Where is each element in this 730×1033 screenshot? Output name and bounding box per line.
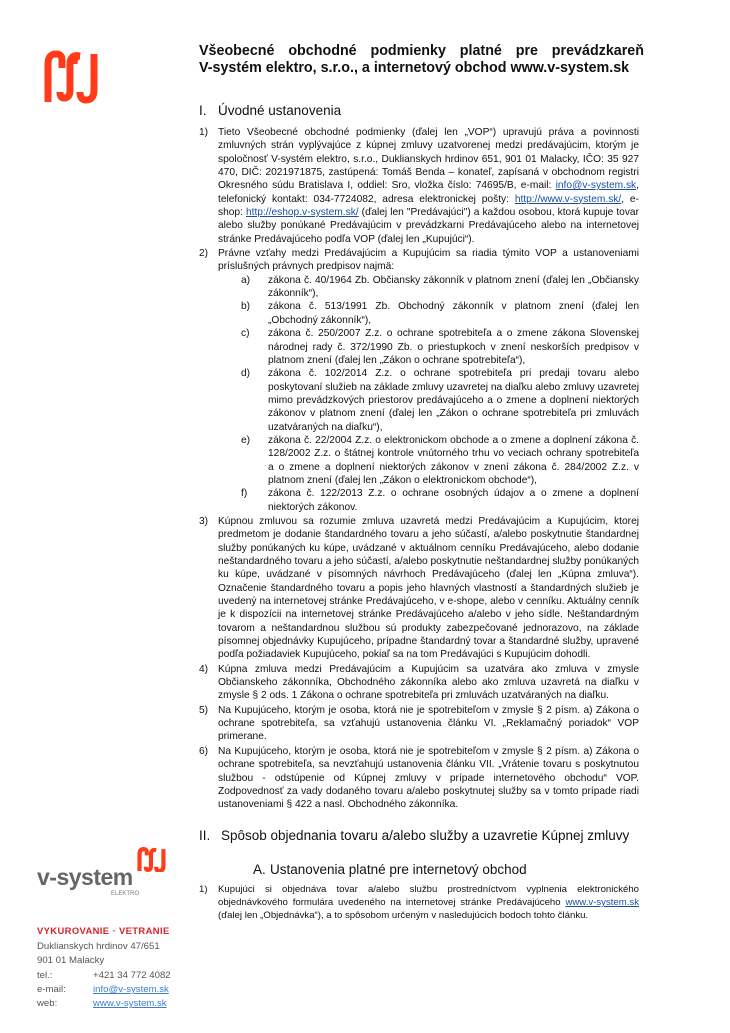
- item-number: 5): [199, 704, 209, 716]
- rsj-logo-icon: [136, 846, 168, 872]
- footer-contact: [37, 940, 171, 1011]
- section-1-heading: [199, 103, 341, 118]
- sub-item-letter: c): [241, 328, 250, 340]
- footer-address-line-2: 901 01 Malacky: [37, 955, 105, 967]
- sub-list-item: [199, 367, 639, 434]
- list-item: [199, 515, 639, 662]
- list-item: [199, 126, 639, 246]
- list-item: [199, 884, 639, 923]
- item-text: Kúpnou zmluvou sa rozumie zmluva uzavretá medzi Predávajúcim a Kupujúcim, ktorej predmetom je dodanie štandardného tovaru a jeho súčastí, a/alebo poskytnutie štandardnej služby ponúkaných ku kúpe, uvádzané v aktuálnom cenníku Predávajúceho, alebo dodanie neštandardného tovaru a jeho súčastí, a/alebo poskytnutie neštandardnej služby ponúkaných ku kúpe, uvádzané v písomných návrhoch Predávajúceho (ďalej len „Kúpna zmluva“). Označenie štandardného tovaru a popis jeho hlavných vlastností a štandardných služieb je uvedený na internetovej stránke Predávajúceho, v e-shope, alebo v cenníku. Aktuálny cenník je k dispozícii na internetovej stránke Predávajúceho a/alebo v jeho sídle. Neštandardným tovarom a neštandardnou službou sú produkty zabezpečované jednorazovo, na základe písomnej objednávky Kupujúceho, prípadne štandardný tovar a štandardné služby, upravené podľa požiadaviek Kupujúceho, pokiaľ sa na tom Predávajúci s Kupujúcim dohodli.: [218, 515, 639, 661]
- item-text: Kúpna zmluva medzi Predávajúcim a Kupujúcim sa uzatvára ako zmluva v zmysle Občianskeho zákonníka, Obchodného zákonníka alebo ako zmluva uzavretá na diaľku v zmysle § 2 ods. 1 Zákona o ochrane spotrebiteľa pri zmluvách uzatváraných na diaľku.: [218, 663, 639, 702]
- eshop-link[interactable]: http://eshop.v-system.sk/: [245, 207, 359, 219]
- item-number: 6): [199, 745, 209, 757]
- item-text: Na Kupujúceho, ktorým je osoba, ktorá nie je spotrebiteľom v zmysle § 2 písm. a) Zákona o ochrane spotrebiteľa, sa nevzťahujú ustanovenia článku VII. „Vrátenie tovaru s poskytnutou službou - odstúpenie od Kúpnej zmluvy v prípade internetového obchodu“ VOP. Zodpovednosť za vady dodaného tovaru a/alebo poskytnutej služby sa v tomto prípade riadi ustanoveniami § 422 a nasl. Obchodného zákonníka.: [218, 745, 639, 811]
- sub-item-text: zákona č. 102/2014 Z.z. o ochrane spotrebiteľa pri predaji tovaru alebo poskytovaní služieb na základe zmluvy uzavretej na diaľku alebo zmluvy uzavretej mimo prevádzkových priestorov predávajúceho a o zmene a doplnení niektorých zákonov v platnom znení (ďalej len „Zákon o ochrane spotrebiteľa pri zmluvách uzatváraných na diaľku“),: [268, 368, 639, 433]
- sub-item-letter: a): [241, 274, 251, 286]
- sub-item-letter: f): [241, 488, 248, 500]
- footer-tagline: VYKUROVANIE · VETRANIE: [37, 925, 170, 936]
- website-link[interactable]: www.v-system.sk: [565, 896, 639, 908]
- footer-web-row: [37, 997, 171, 1011]
- item-number: 4): [199, 663, 209, 675]
- sub-item-text: zákona č. 22/2004 Z.z. o elektronickom obchode a o zmene a doplnení zákona č. 128/2002 Z.z. o štátnej kontrole vnútorného trhu vo veciach ochrany spotrebiteľa a o zmene a doplnení niektorých zákonov v znení zákona č. 284/2002 Z.z. v platnom znení (ďalej len „Zákon o elektronickom obchode“),: [268, 434, 639, 486]
- footer-email-row: [37, 983, 171, 997]
- email-link[interactable]: info@v-system.sk: [555, 180, 637, 192]
- tel-label: tel.:: [37, 969, 53, 981]
- section-2-title: Spôsob objednania tovaru a/alebo služby a uzavretie Kúpnej zmluvy: [221, 828, 630, 843]
- item-number: 2): [199, 248, 209, 260]
- title-line-1: Všeobecné obchodné podmienky platné pre prevádzkareň: [199, 43, 644, 59]
- footer-address-line-1: Duklianskych hrdinov 47/651: [37, 941, 160, 952]
- list-item: [199, 247, 639, 514]
- sub-item-text: zákona č. 513/1991 Zb. Obchodný zákonník v platnom znení (ďalej len „Obchodný zákonník“),: [268, 301, 639, 326]
- section-1-number: I.: [199, 103, 207, 118]
- list-item: [199, 704, 639, 744]
- website-link[interactable]: http://www.v-system.sk/: [514, 193, 622, 205]
- footer-web-link[interactable]: www.v-system.sk: [93, 998, 167, 1010]
- footer-tel-row: [37, 969, 171, 983]
- footer-brand-name: v-system: [37, 864, 133, 890]
- rsj-logo-icon: [42, 46, 102, 106]
- item-number: 1): [199, 884, 208, 895]
- item-text: (ďalej len "Predávajúci") a každou osobou, ktorá kupuje tovar alebo služby ponúkané Predávajúcim v prevádzkarni Predávajúceho alebo na internetovej stránke Predávajúceho podľa VOP (ďalej len „Kupujúci“).: [218, 207, 639, 245]
- footer-brand-sub: ELEKTRO: [111, 891, 140, 897]
- list-item: [199, 663, 639, 703]
- subsection-a-heading: [253, 862, 527, 877]
- subsection-a-letter: A.: [253, 862, 266, 877]
- item-text: Právne vzťahy medzi Predávajúcim a Kupujúcim sa riadia týmito VOP a ustanoveniami príslušných právnych predpisov najmä:: [218, 248, 639, 273]
- item-number: 3): [199, 515, 209, 527]
- section-2-body: [199, 884, 639, 924]
- sub-list-item: [199, 487, 639, 514]
- section-1-body: [199, 126, 639, 813]
- sub-item-letter: e): [241, 434, 251, 446]
- sub-item-text: zákona č. 40/1964 Zb. Občiansky zákonník v platnom znení (ďalej len „Občiansky zákonník“),: [268, 274, 639, 300]
- sub-item-letter: b): [241, 301, 251, 313]
- title-line-2: V-systém elektro, s.r.o., a internetový obchod www.v-system.sk: [199, 60, 630, 76]
- section-2-number: II.: [199, 828, 211, 843]
- subsection-a-title: Ustanovenia platné pre internetový obchod: [270, 862, 527, 877]
- sub-item-text: zákona č. 250/2007 Z.z. o ochrane spotrebiteľa a o zmene zákona Slovenskej národnej rady č. 372/1990 Zb. o priestupkoch v znení neskorších predpisov v platnom znení (ďalej len „Zákon o ochrane spotrebiteľa“),: [268, 328, 639, 366]
- list-item: [199, 745, 639, 812]
- sub-list-item: [199, 300, 639, 327]
- sub-list-item: [199, 434, 639, 487]
- item-text: Na Kupujúceho, ktorým je osoba, ktorá nie je spotrebiteľom v zmysle § 2 písm. a) Zákona o ochrane spotrebiteľa, sa vzťahujú ustanovenia článku VI. „Reklamačný poriadok“ VOP primerane.: [218, 704, 639, 743]
- sub-item-text: zákona č. 122/2013 Z.z. o ochrane osobných údajov a o zmene a doplnení niektorých zákonov.: [268, 488, 639, 513]
- item-text: Kupujúci si objednáva tovar a/alebo službu prostredníctvom vyplnenia elektronického objednávkového formulára uvedeného na internetovej stránke Predávajúceho: [218, 884, 639, 908]
- tel-value: +421 34 772 4082: [93, 969, 171, 981]
- footer-email-link[interactable]: info@v-system.sk: [93, 983, 169, 995]
- item-text: , e-shop:: [218, 193, 639, 219]
- web-label: web:: [37, 998, 58, 1010]
- sub-list-item: [199, 327, 639, 367]
- email-label: e-mail:: [37, 983, 66, 995]
- item-number: 1): [199, 127, 209, 138]
- item-text: (ďalej len „Objednávka“), a to spôsobom určeným v nasledujúcich bodoch tohto článku.: [218, 909, 589, 921]
- sub-list-item: [199, 274, 639, 301]
- document-title: [199, 43, 644, 77]
- item-text: Tieto Všeobecné obchodné podmienky (ďalej len „VOP“) upravujú práva a povinnosti zmluvných strán vyplývajúce z kúpnej zmluvy uzatvorenej medzi predávajúcim, ktorým je spoločnosť V-systém elektro, s.r.o., Duklianskych hrdinov 651, 901 01 Malacky, IČO: 35 927 470, DIČ: 2021971875, zastúpená: Tomáš Benda – konateľ, zapísaná v obchodnom registri Okresného súdu Bratislava I, oddiel: Sro, vložka číslo: 74695/B, e-mail:: [218, 127, 639, 192]
- section-2-heading: [199, 828, 629, 843]
- sub-item-letter: d): [241, 368, 251, 380]
- sub-list: [199, 274, 639, 514]
- item-text: , telefonický kontakt: 034-7724082, adresa elektronickej pošty:: [218, 180, 639, 205]
- section-1-title: Úvodné ustanovenia: [218, 103, 342, 118]
